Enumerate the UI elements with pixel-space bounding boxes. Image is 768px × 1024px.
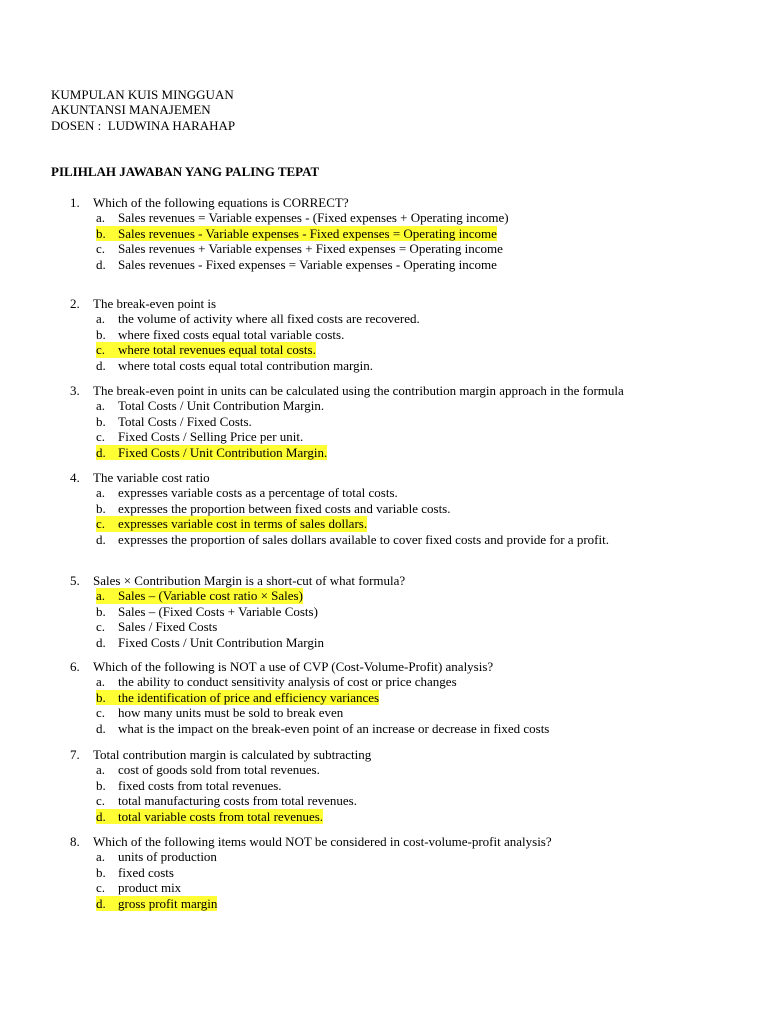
- option-letter: d.: [96, 896, 118, 911]
- question-stem: [70, 573, 730, 588]
- option-text: Sales / Fixed Costs: [118, 619, 218, 635]
- option-text: total manufacturing costs from total revenues.: [118, 793, 357, 809]
- option-text: where fixed costs equal total variable costs.: [118, 326, 345, 342]
- question-stem: [70, 659, 730, 674]
- option-text: Total Costs / Fixed Costs.: [118, 413, 252, 429]
- option-letter: c.: [96, 241, 106, 257]
- option-letter: c.: [96, 880, 106, 896]
- answer-option-highlighted: [96, 896, 730, 911]
- option-letter: d.: [96, 634, 106, 650]
- question-number: 7.: [70, 747, 80, 762]
- option-text: expresses the proportion of sales dollars available to cover fixed costs and provide for a profit.: [118, 531, 609, 547]
- option-text: Sales – (Fixed Costs + Variable Costs): [118, 603, 318, 619]
- question-item: [70, 296, 730, 373]
- option-text: where total revenues equal total costs.: [118, 342, 316, 358]
- instruction-heading: PILIHLAH JAWABAN YANG PALING TEPAT: [51, 164, 320, 179]
- question-item: [70, 747, 730, 824]
- option-text: fixed costs from total revenues.: [118, 777, 282, 793]
- option-text: the volume of activity where all fixed costs are recovered.: [118, 311, 420, 327]
- question-item: [70, 834, 730, 911]
- question-text: The break-even point is: [93, 296, 217, 311]
- answer-option: [96, 778, 730, 793]
- option-letter: a.: [96, 674, 106, 690]
- question-text: Which of the following items would NOT be considered in cost-volume-profit analysis?: [93, 834, 552, 849]
- answer-option: [96, 762, 730, 777]
- option-letter: d.: [96, 809, 118, 824]
- answer-option-highlighted: [96, 809, 730, 824]
- option-letter: d.: [96, 256, 106, 272]
- answer-option: [96, 485, 730, 500]
- answer-option: [96, 604, 730, 619]
- document-header: [51, 87, 235, 133]
- option-letter: b.: [96, 690, 118, 705]
- option-letter: a.: [96, 849, 106, 865]
- option-text: Sales revenues - Variable expenses - Fixed expenses = Operating income: [118, 225, 497, 241]
- option-letter: a.: [96, 311, 106, 327]
- answer-option: [96, 241, 730, 256]
- answer-option: [96, 532, 730, 547]
- answer-option: [96, 880, 730, 895]
- question-number: 8.: [70, 834, 80, 849]
- option-letter: a.: [96, 588, 118, 603]
- question-text: Which of the following equations is CORRECT?: [93, 195, 349, 210]
- question-item: [70, 659, 730, 736]
- option-letter: a.: [96, 762, 106, 778]
- option-text: Total Costs / Unit Contribution Margin.: [118, 398, 325, 414]
- answer-option: [96, 327, 730, 342]
- option-text: cost of goods sold from total revenues.: [118, 762, 320, 778]
- answer-option-highlighted: [96, 342, 730, 357]
- question-stem: [70, 195, 730, 210]
- option-text: Sales revenues = Variable expenses - (Fixed expenses + Operating income): [118, 210, 509, 226]
- option-text: Sales revenues + Variable expenses + Fixed expenses = Operating income: [118, 241, 503, 257]
- option-text: expresses variable cost in terms of sales dollars.: [118, 516, 368, 532]
- option-text: how many units must be sold to break even: [118, 705, 344, 721]
- option-letter: b.: [96, 777, 106, 793]
- answer-option: [96, 705, 730, 720]
- answer-option: [96, 635, 730, 650]
- option-text: where total costs equal total contribution margin.: [118, 357, 374, 373]
- answer-option: [96, 793, 730, 808]
- question-text: The variable cost ratio: [93, 470, 210, 485]
- option-letter: b.: [96, 326, 106, 342]
- answer-option: [96, 398, 730, 413]
- option-text: product mix: [118, 880, 182, 896]
- question-number: 3.: [70, 383, 80, 398]
- question-number: 5.: [70, 573, 80, 588]
- answer-option: [96, 210, 730, 225]
- answer-option: [96, 429, 730, 444]
- option-letter: d.: [96, 357, 106, 373]
- question-item: [70, 470, 730, 547]
- option-letter: c.: [96, 429, 106, 445]
- header-title: KUMPULAN KUIS MINGGUAN: [51, 87, 234, 102]
- question-item: [70, 383, 730, 460]
- answer-option: [96, 501, 730, 516]
- option-letter: b.: [96, 500, 106, 516]
- option-text: Fixed Costs / Selling Price per unit.: [118, 429, 304, 445]
- option-letter: a.: [96, 485, 106, 501]
- option-letter: d.: [96, 445, 118, 460]
- answer-option-highlighted: [96, 445, 730, 460]
- option-text: Sales revenues - Fixed expenses = Variable expenses - Operating income: [118, 256, 497, 272]
- question-number: 6.: [70, 659, 80, 674]
- answer-option: [96, 865, 730, 880]
- option-text: what is the impact on the break-even point of an increase or decrease in fixed costs: [118, 720, 550, 736]
- option-letter: c.: [96, 342, 118, 357]
- answer-option-highlighted: [96, 690, 730, 705]
- question-stem: [70, 834, 730, 849]
- header-lecturer: DOSEN : LUDWINA HARAHAP: [51, 117, 236, 133]
- question-stem: [70, 470, 730, 485]
- answer-option: [96, 619, 730, 634]
- option-text: the ability to conduct sensitivity analysis of cost or price changes: [118, 674, 457, 690]
- answer-option-highlighted: [96, 226, 730, 241]
- option-text: total variable costs from total revenues.: [118, 808, 324, 824]
- option-letter: b.: [96, 413, 106, 429]
- question-stem: [70, 296, 730, 311]
- question-number: 4.: [70, 470, 80, 485]
- header-course: AKUNTANSI MANAJEMEN: [51, 102, 211, 118]
- answer-option: [96, 358, 730, 373]
- answer-option-highlighted: [96, 516, 730, 531]
- option-text: expresses the proportion between fixed costs and variable costs.: [118, 500, 451, 516]
- option-letter: a.: [96, 210, 106, 226]
- option-text: the identification of price and efficiency variances: [118, 689, 380, 705]
- option-letter: d.: [96, 531, 106, 547]
- option-text: expresses variable costs as a percentage of total costs.: [118, 485, 398, 501]
- option-letter: c.: [96, 516, 118, 531]
- option-letter: b.: [96, 864, 106, 880]
- option-letter: c.: [96, 793, 106, 809]
- answer-option: [96, 414, 730, 429]
- option-letter: b.: [96, 603, 106, 619]
- option-text: gross profit margin: [118, 895, 218, 911]
- question-stem: [70, 383, 730, 398]
- answer-option: [96, 849, 730, 864]
- question-item: [70, 195, 730, 272]
- option-text: Fixed Costs / Unit Contribution Margin.: [118, 444, 328, 460]
- question-text: The break-even point in units can be calculated using the contribution margin approach in the formula: [93, 383, 624, 398]
- option-letter: b.: [96, 226, 118, 241]
- answer-option: [96, 257, 730, 272]
- question-text: Which of the following is NOT a use of CVP (Cost-Volume-Profit) analysis?: [93, 659, 494, 674]
- question-text: Sales × Contribution Margin is a short-cut of what formula?: [93, 573, 406, 588]
- question-stem: [70, 747, 730, 762]
- answer-option: [96, 721, 730, 736]
- answer-option-highlighted: [96, 588, 730, 603]
- question-item: [70, 573, 730, 650]
- answer-option: [96, 674, 730, 689]
- option-letter: c.: [96, 705, 106, 721]
- option-text: fixed costs: [118, 864, 174, 880]
- question-text: Total contribution margin is calculated by subtracting: [93, 747, 372, 762]
- option-letter: d.: [96, 720, 106, 736]
- option-letter: c.: [96, 619, 106, 635]
- question-number: 2.: [70, 296, 80, 311]
- answer-option: [96, 311, 730, 326]
- option-text: Sales – (Variable cost ratio × Sales): [118, 588, 303, 604]
- question-number: 1.: [70, 195, 80, 210]
- option-text: units of production: [118, 849, 217, 865]
- option-text: Fixed Costs / Unit Contribution Margin: [118, 634, 324, 650]
- option-letter: a.: [96, 398, 106, 414]
